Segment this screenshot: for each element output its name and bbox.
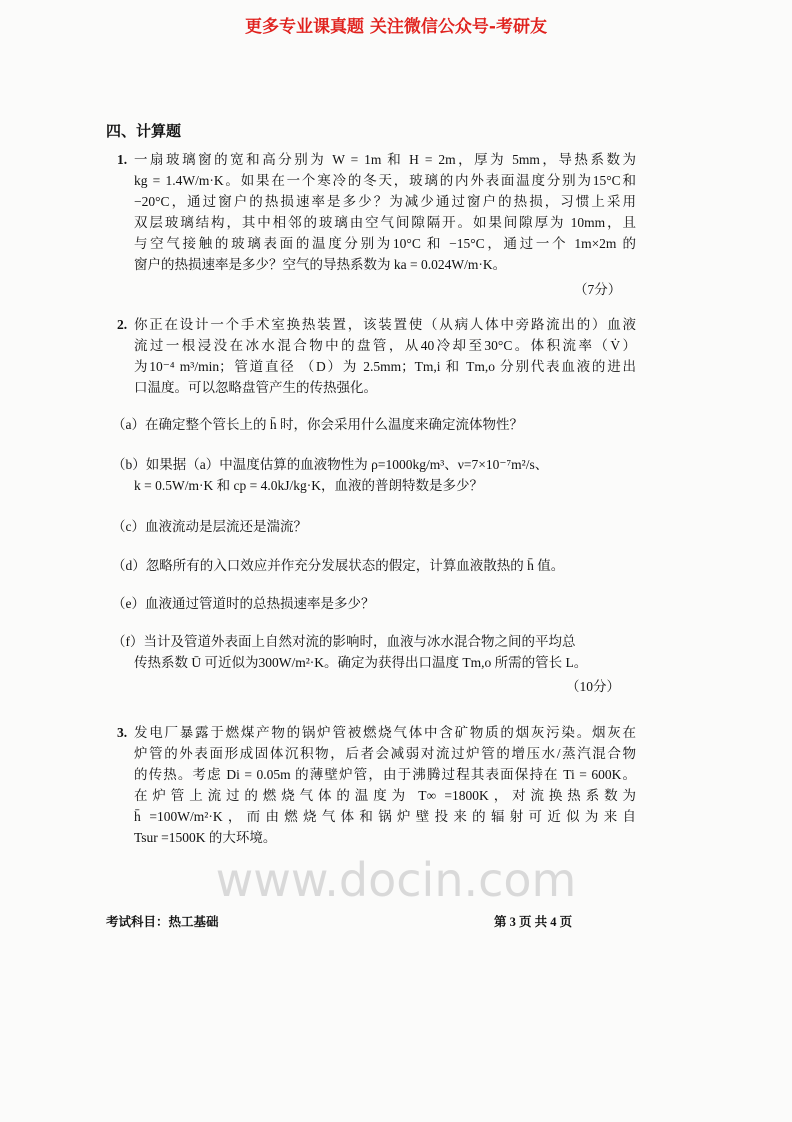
question-number: 3. <box>117 725 128 740</box>
question-line: 你正在设计一个手术室换热装置，该装置使（从病人体中旁路流出的）血液 <box>134 317 636 332</box>
score: （7分） <box>574 282 622 297</box>
score: （10分） <box>566 679 620 694</box>
question-line: −20°C，通过窗户的热损速率是多少？为减少通过窗户的热损，习惯上采用 <box>134 194 636 209</box>
question-line: 一扇玻璃窗的宽和高分别为 W = 1m 和 H = 2m，厚为 5mm，导热系数为 <box>134 152 636 167</box>
watermark: www.docin.com <box>215 853 577 907</box>
page-number: 第 3 页 共 4 页 <box>494 915 573 929</box>
question-line: Tsur =1500K 的大环境。 <box>134 830 277 845</box>
sub-question-d: （d）忽略所有的入口效应并作充分发展状态的假定，计算血液散热的 h̄ 值。 <box>112 558 565 573</box>
question-line: 口温度。可以忽略盘管产生的传热强化。 <box>134 380 377 395</box>
question-line: 炉管的外表面形成固体沉积物，后者会减弱对流过炉管的增压水/蒸汽混合物 <box>134 746 636 761</box>
sub-question-b: （b）如果据（a）中温度估算的血液物性为 ρ=1000kg/m³、ν=7×10⁻⁷m²/s、 <box>112 457 549 472</box>
question-line: 发电厂暴露于燃煤产物的锅炉管被燃烧气体中含矿物质的烟灰污染。烟灰在 <box>134 725 636 740</box>
question-line: 在炉管上流过的燃烧气体的温度为 T∞ =1800K，对流换热系数为 <box>134 788 636 803</box>
section-title: 四、计算题 <box>106 122 182 140</box>
promo-banner: 更多专业课真题 关注微信公众号-考研友 <box>245 17 547 37</box>
question-line: 的传热。考虑 Di = 0.05m 的薄壁炉管，由于沸腾过程其表面保持在 Ti = 600K。 <box>134 767 636 782</box>
sub-question-a: （a）在确定整个管长上的 h̄ 时，你会采用什么温度来确定流体物性？ <box>112 417 523 432</box>
question-line: 为10⁻⁴ m³/min；管道直径 （D）为 2.5mm；Tm,i 和 Tm,o 分别代表血液的进出 <box>134 359 636 374</box>
question-number: 1. <box>117 152 128 167</box>
question-line: 流过一根浸没在冰水混合物中的盘管，从40冷却至30°C。体积流率（V̇） <box>134 338 636 353</box>
sub-question-b-cont: k = 0.5W/m·K 和 cp = 4.0kJ/kg·K，血液的普朗特数是多少？ <box>134 478 483 493</box>
question-line: 双层玻璃结构，其中相邻的玻璃由空气间隙隔开。如果间隙厚为 10mm，且 <box>134 215 636 230</box>
sub-question-c: （c）血液流动是层流还是湍流？ <box>112 519 307 534</box>
exam-subject: 考试科目：热工基础 <box>106 915 219 929</box>
sub-question-e: （e）血液通过管道时的总热损速率是多少？ <box>112 596 375 611</box>
sub-question-f-cont: 传热系数 Ū 可近似为300W/m²·K。确定为获得出口温度 Tm,o 所需的管长 L。 <box>134 655 588 670</box>
question-line: kg = 1.4W/m·K。如果在一个寒冷的冬天，玻璃的内外表面温度分别为15°C和 <box>134 173 636 188</box>
question-number: 2. <box>117 317 128 332</box>
sub-question-f: （f）当计及管道外表面上自然对流的影响时，血液与冰水混合物之间的平均总 <box>112 634 576 649</box>
question-line: h̄ =100W/m²·K，而由燃烧气体和锅炉壁投来的辐射可近似为来自 <box>134 809 636 824</box>
question-line: 与空气接触的玻璃表面的温度分别为10°C 和 −15°C，通过一个 1m×2m 的 <box>134 236 636 251</box>
question-line: 窗户的热损速率是多少？空气的导热系数为 ka = 0.024W/m·K。 <box>134 257 507 272</box>
